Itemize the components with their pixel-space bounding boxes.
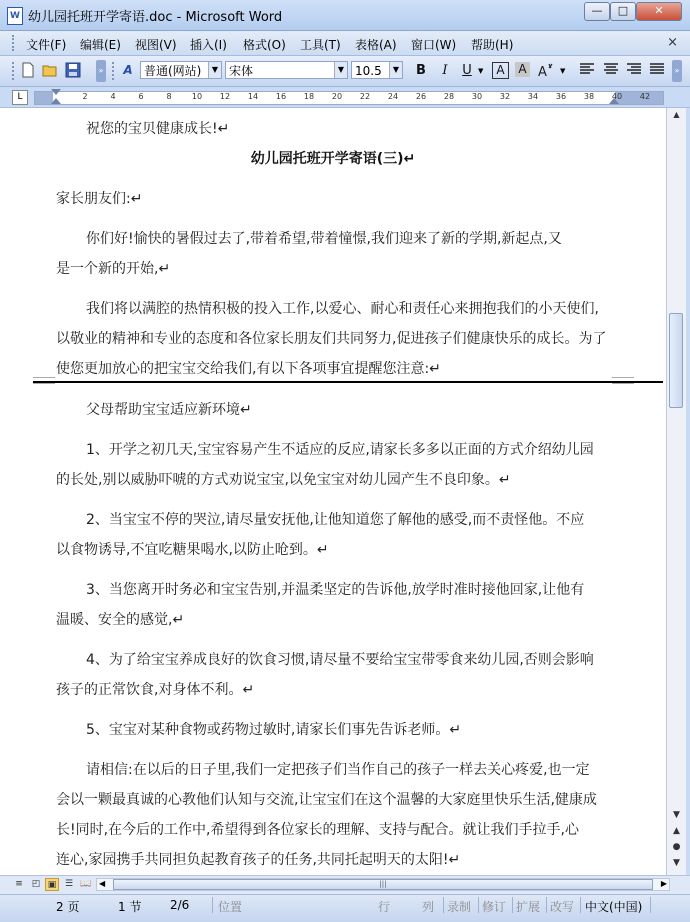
ruler-number: 14 — [247, 92, 259, 101]
document-heading: 幼儿园托班开学寄语(三)↵ — [250, 151, 416, 167]
paragraph-line: 我们将以满腔的热情积极的投入工作,以爱心、耐心和责任心来拥抱我们的小天使们, — [86, 301, 599, 317]
paragraph-line: 的长处,别以威胁吓唬的方式劝说宝宝,以免宝宝对幼儿园产生不良印象。↵ — [56, 472, 511, 488]
ruler-number: 40 — [611, 92, 623, 101]
page-corner-mark — [612, 370, 634, 378]
horizontal-ruler[interactable] — [34, 91, 664, 105]
paragraph: 家长朋友们:↵ — [56, 191, 143, 207]
horizontal-scrollbar[interactable] — [96, 878, 670, 891]
status-separator — [212, 897, 213, 913]
text-effects-icon[interactable] — [537, 62, 555, 79]
close-document-icon[interactable]: × — [667, 35, 678, 50]
paragraph-line: 是一个新的开始,↵ — [56, 261, 171, 277]
ruler-number: 10 — [191, 92, 203, 101]
italic-button[interactable]: I — [442, 63, 448, 78]
previous-page-icon[interactable]: ▲ — [673, 826, 680, 836]
outline-view-icon[interactable]: ☰ — [64, 879, 74, 889]
section-title: 父母帮助宝宝适应新环境↵ — [86, 402, 252, 418]
window-title: 幼儿园托班开学寄语.doc - Microsoft Word — [28, 10, 283, 25]
status-track-changes[interactable]: 修订 — [482, 900, 507, 914]
paragraph-line: 4、为了给宝宝养成良好的饮食习惯,请尽量不要给宝宝带零食来幼儿园,否则会影响 — [86, 652, 594, 668]
tab-stop-selector[interactable]: L — [12, 90, 28, 105]
scroll-down-icon[interactable]: ▼ — [673, 810, 680, 820]
scroll-left-icon[interactable]: ◀ — [99, 879, 106, 888]
menu-format[interactable]: 格式(O) — [243, 38, 286, 52]
scroll-right-icon[interactable]: ▶ — [660, 879, 667, 888]
page-corner-mark — [33, 383, 55, 388]
ruler-number: 18 — [303, 92, 315, 101]
maximize-button[interactable]: □ — [610, 2, 636, 21]
ruler-number: 22 — [359, 92, 371, 101]
horizontal-scroll-area — [0, 875, 690, 894]
page-break-separator — [33, 381, 663, 383]
status-separator — [546, 897, 547, 913]
menu-bar — [0, 31, 690, 56]
status-separator — [580, 897, 581, 913]
paragraph: 祝您的宝贝健康成长!↵ — [86, 121, 230, 137]
paragraph-line: 1、开学之初几天,宝宝容易产生不适应的反应,请家长多多以正面的方式介绍幼儿园 — [86, 442, 594, 458]
font-select[interactable] — [225, 61, 348, 79]
paragraph-line: 使您更加放心的把宝宝交给我们,有以下各项事宜提醒您注意:↵ — [56, 361, 441, 377]
ruler-number: 20 — [331, 92, 343, 101]
chevron-down-icon[interactable]: ▼ — [560, 67, 566, 75]
ruler-number: 36 — [555, 92, 567, 101]
ruler-number: 28 — [443, 92, 455, 101]
status-bar — [0, 894, 690, 922]
paragraph-line: 会以一颗最真诚的心教他们认知与交流,让宝宝们在这个温馨的大家庭里快乐生活,健康成 — [56, 792, 597, 808]
select-browse-object-icon[interactable]: ● — [672, 842, 681, 852]
toolbar-overflow-chevron-icon[interactable]: » — [96, 60, 106, 82]
paragraph-line: 2、当宝宝不停的哭泣,请尽量安抚他,让他知道您了解他的感受,而不责怪他。不应 — [86, 512, 585, 528]
scroll-up-icon[interactable]: ▲ — [673, 110, 680, 119]
ruler-number: 6 — [138, 92, 144, 101]
menu-table[interactable]: 表格(A) — [355, 38, 397, 52]
toolbar-grip[interactable] — [12, 62, 17, 80]
status-separator — [650, 897, 651, 913]
status-page: 2 页 — [56, 900, 80, 914]
ruler-number: 4 — [110, 92, 116, 101]
paragraph-line: 5、宝宝对某种食物或药物过敏时,请家长们事先告诉老师。↵ — [86, 722, 462, 738]
paragraph-line: 长!同时,在今后的工作中,希望得到各位家长的理解、支持与配合。就让我们手拉手,心 — [56, 822, 579, 838]
align-right-icon[interactable] — [625, 62, 643, 79]
chevron-down-icon[interactable]: ▼ — [389, 62, 402, 78]
ruler-number: 16 — [275, 92, 287, 101]
ruler-number: 38 — [583, 92, 595, 101]
menu-help[interactable]: 帮助(H) — [471, 38, 514, 52]
horizontal-scroll-thumb[interactable]: ||| — [113, 879, 653, 890]
style-select-value: 普通(网站) — [144, 64, 202, 78]
status-section: 1 节 — [118, 900, 142, 914]
new-document-icon[interactable] — [20, 62, 36, 78]
right-indent-marker[interactable] — [609, 98, 619, 104]
paragraph-line: 孩子的正常饮食,对身体不利。↵ — [56, 682, 255, 698]
page-corner-mark — [612, 383, 634, 388]
menu-insert[interactable]: 插入(I) — [190, 38, 227, 52]
ruler-number: 24 — [387, 92, 399, 101]
ruler-number: 8 — [166, 92, 172, 101]
reading-layout-view-icon[interactable]: 📖 — [80, 879, 92, 889]
ruler-number: 12 — [219, 92, 231, 101]
status-position: 位置 — [218, 900, 243, 914]
status-language[interactable]: 中文(中国) — [585, 900, 643, 914]
title-bar — [0, 0, 690, 31]
status-separator — [443, 897, 444, 913]
close-button[interactable]: ✕ — [636, 2, 682, 21]
minimize-button[interactable]: — — [584, 2, 610, 21]
paragraph-line: 以敬业的精神和专业的态度和各位家长朋友们共同努力,促进孩子们健康快乐的成长。为了 — [56, 331, 607, 347]
align-left-icon[interactable] — [578, 62, 596, 79]
menu-edit[interactable]: 编辑(E) — [80, 38, 121, 52]
paragraph-line: 你们好!愉快的暑假过去了,带着希望,带着憧憬,我们迎来了新的学期,新起点,又 — [86, 231, 562, 247]
justify-icon[interactable] — [648, 62, 666, 79]
status-overtype[interactable]: 改写 — [550, 900, 575, 914]
document-page[interactable] — [0, 108, 666, 875]
menu-tools[interactable]: 工具(T) — [300, 38, 341, 52]
save-icon[interactable] — [65, 62, 81, 78]
font-size-select[interactable] — [351, 61, 403, 79]
vertical-scroll-thumb[interactable] — [669, 313, 683, 408]
styles-pane-icon[interactable]: A — [123, 63, 133, 77]
formatting-toolbar — [0, 56, 690, 87]
web-layout-view-icon[interactable]: ◰ — [31, 879, 41, 889]
ruler-number: 30 — [471, 92, 483, 101]
chevron-down-icon[interactable]: ▼ — [208, 62, 221, 78]
status-column: 列 — [422, 900, 435, 914]
ruler-number: 2 — [82, 92, 88, 101]
menu-grip[interactable] — [12, 35, 17, 51]
style-select[interactable] — [140, 61, 222, 79]
ruler-number: 32 — [499, 92, 511, 101]
menu-view[interactable]: 视图(V) — [135, 38, 177, 52]
chevron-down-icon[interactable]: ▼ — [334, 62, 347, 78]
font-size-value: 10.5 — [355, 64, 382, 78]
toolbar-grip-2[interactable] — [112, 62, 117, 80]
character-border-button[interactable]: A — [492, 62, 509, 79]
underline-button[interactable]: U — [462, 63, 472, 78]
menu-file[interactable]: 文件(F) — [26, 38, 67, 52]
menu-window[interactable]: 窗口(W) — [411, 38, 457, 52]
status-separator — [512, 897, 513, 913]
paragraph-line: 3、当您离开时务必和宝宝告别,并温柔坚定的告诉他,放学时准时接他回家,让他有 — [86, 582, 585, 598]
vertical-scrollbar[interactable] — [666, 108, 686, 875]
first-line-indent-marker[interactable] — [51, 89, 61, 95]
status-line: 行 — [378, 900, 391, 914]
word-app-icon[interactable]: W — [7, 7, 23, 25]
svg-text:A: A — [538, 65, 547, 79]
status-extend[interactable]: 扩展 — [516, 900, 541, 914]
paragraph-line: 以食物诱导,不宜吃糖果喝水,以防止呛到。↵ — [56, 542, 329, 558]
status-separator — [478, 897, 479, 913]
font-select-value: 宋体 — [229, 64, 254, 78]
paragraph-line: 温暖、安全的感觉,↵ — [56, 612, 185, 628]
status-record[interactable]: 录制 — [447, 900, 472, 914]
normal-view-icon[interactable]: ≡ — [15, 879, 23, 889]
chevron-down-icon[interactable]: ▼ — [478, 67, 484, 75]
align-center-icon[interactable] — [602, 62, 620, 79]
page-corner-mark — [33, 370, 55, 378]
bold-button[interactable]: B — [416, 63, 426, 78]
next-page-icon[interactable]: ▼ — [673, 858, 680, 868]
left-indent-marker[interactable] — [51, 98, 61, 104]
ruler-area — [0, 87, 690, 108]
paragraph-line: 请相信:在以后的日子里,我们一定把孩子们当作自己的孩子一样去关心疼爱,也一定 — [86, 762, 590, 778]
toolbar-options-chevron-icon[interactable]: » — [672, 60, 682, 82]
status-page-count: 2/6 — [170, 898, 190, 912]
character-shading-button[interactable]: A — [515, 62, 530, 77]
open-folder-icon[interactable] — [42, 62, 58, 78]
ruler-number: 34 — [527, 92, 539, 101]
ruler-number: 26 — [415, 92, 427, 101]
ruler-number: 42 — [639, 92, 651, 101]
paragraph-line: 连心,家园携手共同担负起教育孩子的任务,共同托起明天的太阳!↵ — [56, 852, 461, 868]
print-layout-view-icon[interactable]: ▣ — [45, 878, 59, 891]
